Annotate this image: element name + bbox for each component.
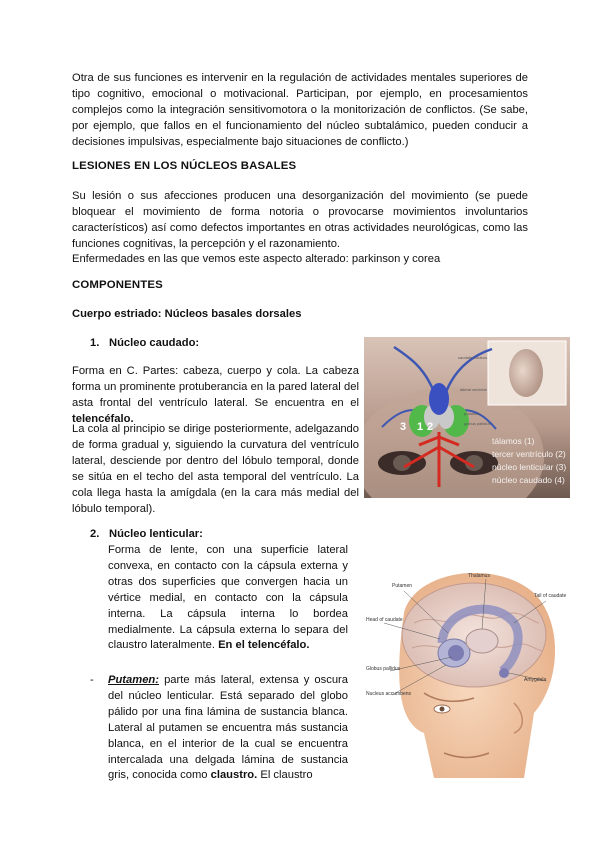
caudado-p1-bold: telencéfalo.: [72, 412, 134, 425]
putamen-paragraph: [108, 673, 348, 784]
fig1-legend-nucleo-lenticular: núcleo lenticular (3): [492, 462, 567, 472]
fig2-label-accumbens: Nucleus accumbens: [366, 691, 412, 697]
lenticular-title: Núcleo lenticular:: [109, 528, 203, 540]
lenticular-number: 2.: [90, 528, 100, 540]
putamen-text-bold: claustro.: [210, 769, 258, 782]
putamen-text-2: El claustro: [260, 769, 313, 782]
intro-paragraph: Otra de sus funciones es intervenir en la regulación de actividades mentales superiores de tipo cognitivo, emocional o motivacional. Participan, por ejemplo, en procesamientos complejos como la integración sensitivomotora o la monitorización de conflictos. (Se sabe, por ejemplo, que fallos en el funcionamiento del núcleo subtalámico, pueden conducir a decisiones impulsivas, especialmente bajo situaciones de conflicto.): [72, 72, 528, 148]
caudado-number: 1.: [90, 337, 100, 349]
lenticular-paragraph: [108, 543, 348, 654]
fig1-number-2: 2: [427, 421, 434, 433]
head-basal-ganglia-figure: [364, 553, 570, 780]
fig1-number-1: 1: [417, 421, 424, 433]
putamen-bullet: -: [90, 674, 94, 686]
fig1-label-caudate: caudate nucleus: [458, 355, 488, 360]
caudado-paragraph-1: [72, 364, 359, 428]
componentes-heading: COMPONENTES: [72, 279, 163, 291]
fig2-label-thalamus: Thalamus: [468, 573, 490, 579]
fig1-legend-tercer-ventriculo: tercer ventrículo (2): [492, 449, 566, 459]
lenticular-text-bold: En el telencéfalo.: [218, 639, 310, 652]
putamen-term: Putamen:: [108, 674, 159, 686]
fig1-number-3: 3: [400, 421, 407, 433]
fig1-label-globus: globus pallidus: [464, 421, 491, 426]
fig1-legend-nucleo-caudado: núcleo caudado (4): [492, 475, 565, 485]
fig1-legend-talamos: tálamos (1): [492, 436, 535, 446]
caudado-p1-text: Forma en C. Partes: cabeza, cuerpo y cola. La cabeza forma un prominente protuberancia en la pared lateral del asta frontal del ventrículo lateral. Se encuentra en el: [72, 365, 359, 409]
fig2-label-head-caudate: Head of caudate: [366, 617, 403, 623]
putamen-text-1: parte más lateral, extensa y oscura del núcleo lenticular. Está separado del globo pálido por una fina lámina de sustancia blanca. Lateral al putamen se encuentra más sustancia blanca, en el interior de la cual se encuentra intercalada una delgada lámina de sustancia gris, conocida como: [108, 674, 348, 782]
basal-ganglia-illustration: [364, 337, 570, 498]
lenticular-text: Forma de lente, con una superficie lateral convexa, en contacto con la cápsula externa y otras dos superficies que convergen hacia un vértice medial, en contacto con la cápsula interna. La cápsula interna lo bordea medialmente. La cápsula externa lo separa del claustro lateralmente.: [108, 544, 348, 652]
fig2-label-globus: Globus pallidus: [366, 666, 401, 672]
head-illustration: [364, 553, 570, 780]
lesiones-paragraph: Su lesión o sus afecciones producen una desorganización del movimiento (se puede bloquear el movimiento de forma notoria o provocarse movimientos involuntarios característicos) así como defectos importantes en otras actividades neurológicas, como las funciones cognitivas, la percepción y el razonamiento.: [72, 190, 528, 250]
caudado-title: Núcleo caudado:: [109, 337, 200, 349]
basal-ganglia-figure: [364, 337, 570, 498]
lesiones-heading: LESIONES EN LOS NÚCLEOS BASALES: [72, 160, 297, 172]
fig2-label-tail-caudate: Tail of caudate: [534, 593, 567, 599]
fig2-label-putamen: Putamen: [392, 583, 413, 589]
caudado-paragraph-2: La cola al principio se dirige posteriormente, adelgazando de forma gradual y, siguiendo la curvatura del ventrículo lateral, desciende por dentro del lóbulo temporal, donde se sitúa en el techo del asta temporal del ventrículo. La cola llega hasta la amígdala (en la cara más medial del lóbulo temporal).: [72, 423, 359, 515]
fig1-label-putamen: putamen: [464, 411, 480, 416]
cuerpo-estriado-subheading: Cuerpo estriado: Núcleos basales dorsales: [72, 308, 302, 320]
fig2-label-amygdala: Amygdala: [524, 677, 547, 683]
fig1-label-ventricle: lateral ventricle: [460, 387, 487, 392]
lesiones-diseases: Enfermedades en las que vemos este aspecto alterado: parkinson y corea: [72, 253, 441, 265]
